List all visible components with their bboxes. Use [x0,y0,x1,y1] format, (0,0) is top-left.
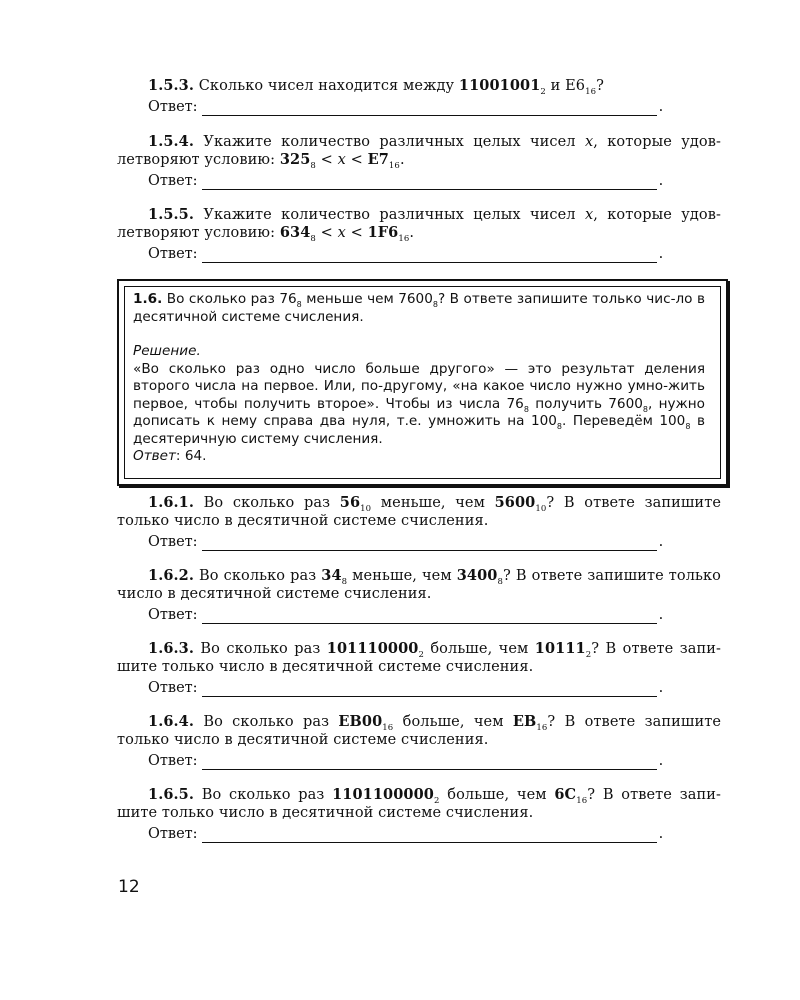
task-1-6-4 [117,713,721,770]
answer-row: Ответ: . [148,99,664,115]
task-question: 1.6.3. Во сколько раз $101110000_2$ больше, чем $10111_2$? В ответе запи-шите только число в десятичной системе счисления. [117,640,721,675]
task-1-5-3 [117,77,721,116]
example-answer: Ответ: 64. [133,448,207,464]
task-number: 1.5.4. [148,133,195,150]
task-1-6-5 [117,786,721,843]
task-question: 1.5.3. Сколько чисел находится между $11001001_2$ и $E6_{16}$? [148,77,605,97]
task-1-6-2 [117,567,721,624]
task-question: 1.6.1. Во сколько раз $56_{10}$ меньше, чем $5600_{10}$? В ответе запишите только число в десятичной системе счисления. [117,494,721,529]
task-number: 1.6.3. [148,640,195,657]
answer-blank[interactable] [202,755,657,770]
task-1-5-5 [117,206,721,263]
solution-label: Решение. [133,343,201,359]
task-1-6-3 [117,640,721,697]
answer-blank[interactable] [202,536,657,551]
task-question: 1.5.4. Укажите количество различных целых чисел x, которые удов-летворяют условию: $325_8 < x < E7_{16}$. [117,133,721,171]
answer-row: Ответ: . [148,753,664,769]
task-question: 1.6.5. Во сколько раз $1101100000_2$ больше, чем $6C_{16}$? В ответе запи-шите только число в десятичной системе счисления. [117,786,721,821]
answer-blank[interactable] [202,175,657,190]
answer-blank[interactable] [202,609,657,624]
task-number: 1.5.5. [148,206,195,223]
task-1-5-4 [117,133,721,190]
task-number: 1.6.5. [148,786,195,803]
task-1-6-1 [117,494,721,551]
answer-blank[interactable] [202,682,657,697]
example-text [133,291,705,466]
example-box [117,279,728,486]
answer-row: Ответ: . [148,534,664,550]
solution-text: «Во сколько раз одно число больше другого» — это результат деления второго числа на первое. Или, по-другому, «на какое число нужно умно-жить первое, чтобы получить второе». Чтобы из числа $76_8$ получить $7600_8$, нужно дописать к нему справа два нуля, т.е. умножить на $100_8$. Переведём $100_8$ в десятеричную систему счисления. [133,360,705,447]
page-number: 12 [118,877,140,897]
answer-row: Ответ: . [148,246,664,262]
task-question: 1.6.2. Во сколько раз $34_8$ меньше, чем $3400_8$? В ответе запишите только число в десятичной системе счисления. [117,567,722,602]
task-question: 1.6.4. Во сколько раз $EB00_{16}$ больше, чем $EB_{16}$? В ответе запишите только число в десятичной системе счисления. [117,713,722,748]
answer-row: Ответ: . [148,826,664,842]
task-number: 1.6.1. [148,494,195,511]
answer-row: Ответ: . [148,680,664,696]
answer-row: Ответ: . [148,607,664,623]
task-number: 1.6.4. [148,713,195,730]
example-question: 1.6. Во сколько раз $76_8$ меньше чем $7600_8$? В ответе запишите только чис-ло в десятичной системе счисления. [133,291,706,325]
answer-row: Ответ: . [148,173,664,189]
task-number: 1.6.2. [148,567,195,584]
answer-blank[interactable] [202,101,657,116]
task-number: 1.5.3. [148,77,195,94]
task-question: 1.5.5. Укажите количество различных целых чисел x, которые удов-летворяют условию: $634_8 < x < 1F6_{16}$. [117,206,721,244]
answer-blank[interactable] [202,248,657,263]
answer-blank[interactable] [202,828,657,843]
